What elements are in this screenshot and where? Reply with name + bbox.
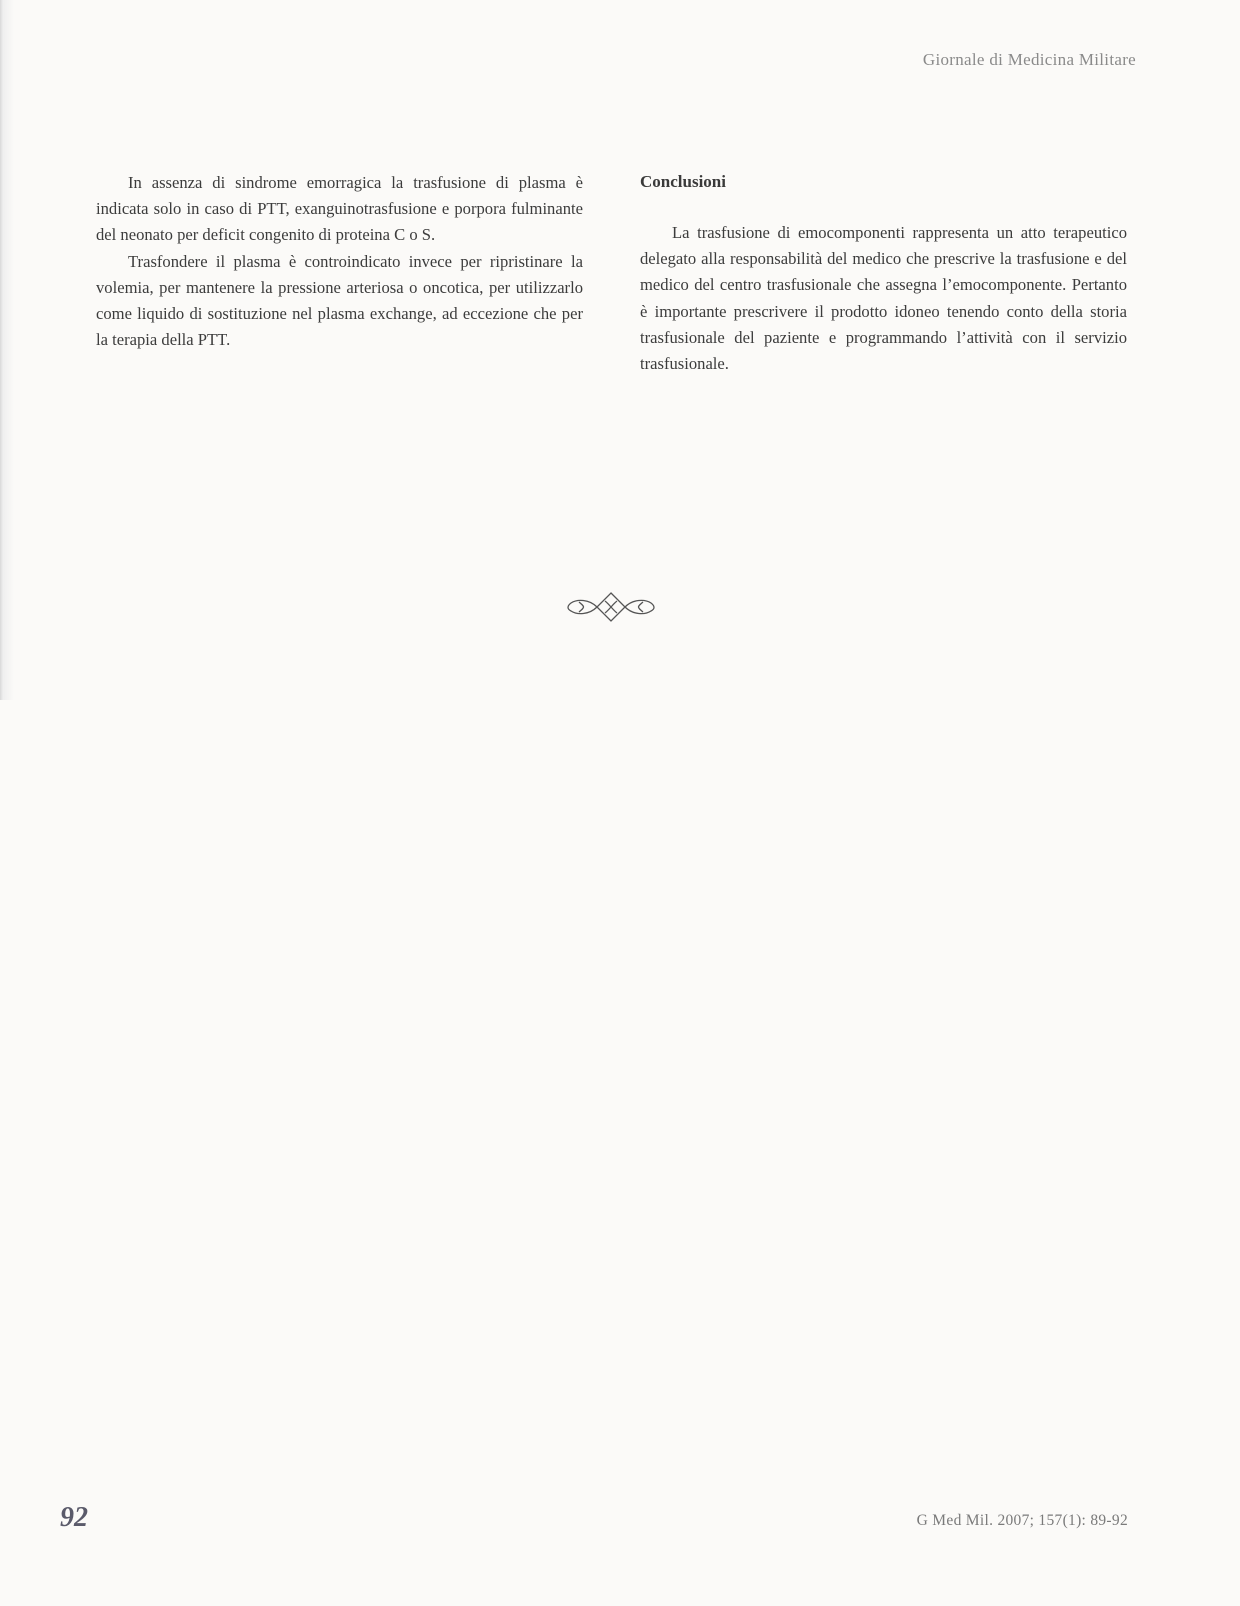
- decorative-knot-ornament-icon: [565, 590, 657, 624]
- right-column: [640, 168, 1127, 377]
- page-number: 92: [60, 1502, 88, 1533]
- section-heading: Conclusioni: [640, 172, 726, 191]
- page-binding-edge: [0, 0, 14, 700]
- left-column: [96, 170, 583, 353]
- body-paragraph: La trasfusione di emocomponenti rappresenta un atto terapeutico delegato alla responsabilità del medico che prescrive la trasfusione e del medico del centro trasfusionale che assegna l’emocomponente. Pertanto è importante prescrivere il prodotto idoneo tenendo conto della storia trasfusionale del paziente e programmando l’attività con il servizio trasfusionale.: [640, 223, 1127, 374]
- body-paragraph: In assenza di sindrome emorragica la trasfusione di plasma è indicata solo in caso di PTT, exanguinotrasfusione e porpora fulminante del neonato per deficit congenito di proteina C o S.: [96, 173, 583, 245]
- body-paragraph: Trasfondere il plasma è controindicato invece per ripristinare la volemia, per mantenere la pressione arteriosa o oncotica, per utilizzarlo come liquido di sostituzione nel plasma exchange, ad eccezione che per la terapia della PTT.: [96, 251, 583, 350]
- citation-footer: G Med Mil. 2007; 157(1): 89-92: [916, 1512, 1128, 1529]
- running-head: Giornale di Medicina Militare: [922, 50, 1136, 69]
